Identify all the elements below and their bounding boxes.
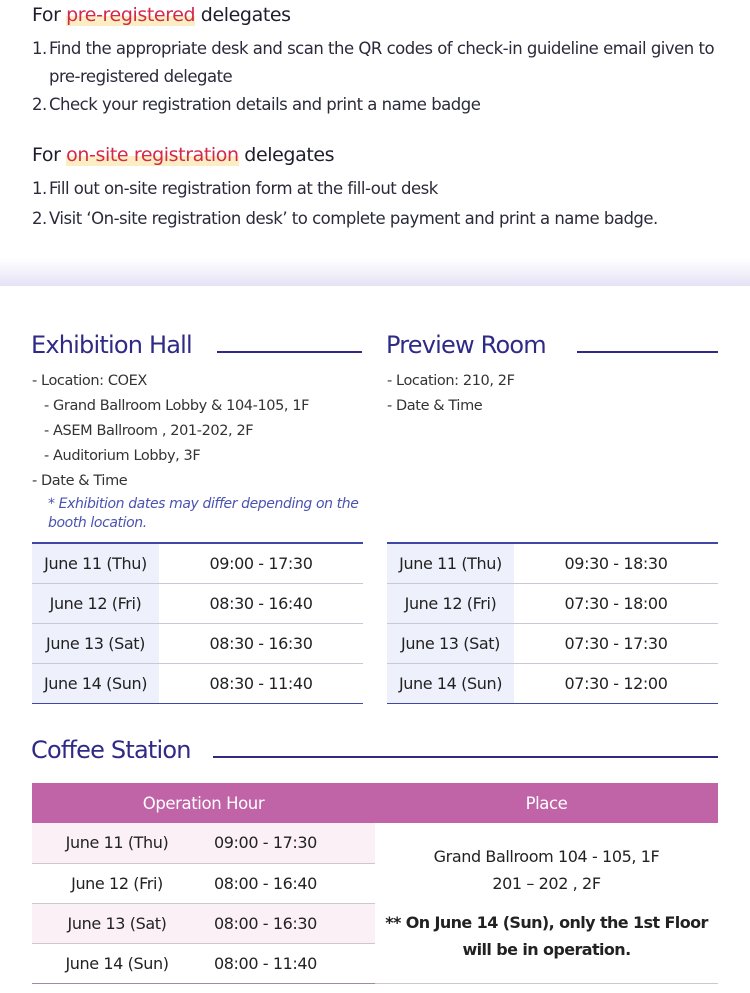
place-cell (375, 823, 718, 983)
coffee-station-rule (213, 756, 718, 758)
list-item: 1. Find the appropriate desk and scan the QR codes of check-in guideline email given to pre-registered delegate (32, 39, 715, 86)
preview-schedule-table (387, 542, 718, 704)
exhibition-datetime-label: - Date & Time (32, 473, 128, 489)
list-item: 2. Check your registration details and print a name badge (32, 95, 481, 114)
exhibition-hall-rule (217, 351, 362, 353)
schedule-day: June 14 (Sun) (32, 663, 159, 703)
schedule-day: June 12 (Fri) (32, 863, 202, 903)
schedule-time: 09:00 - 17:30 (159, 543, 363, 583)
schedule-time: 08:30 - 11:40 (159, 663, 363, 703)
exhibition-location-1: - Grand Ballroom Lobby & 104-105, 1F (44, 398, 310, 414)
place-note-line-2: will be in operation. (462, 939, 631, 959)
on-site-steps (32, 175, 732, 233)
schedule-day: June 14 (Sun) (32, 943, 202, 983)
exhibition-hall-title: Exhibition Hall (31, 331, 192, 359)
schedule-day: June 14 (Sun) (387, 663, 514, 703)
schedule-time: 07:30 - 18:00 (514, 583, 718, 623)
header-place: Place (375, 783, 718, 823)
table-row (387, 543, 718, 583)
table-header-row (32, 783, 718, 823)
schedule-day: June 11 (Thu) (387, 543, 514, 583)
exhibition-location-2: - ASEM Ballroom , 201-202, 2F (44, 423, 254, 439)
place-note (375, 909, 718, 963)
preview-info (387, 369, 717, 419)
list-item: 2. Visit ‘On-site registration desk’ to complete payment and print a name badge. (32, 209, 658, 228)
exhibition-schedule-table (32, 542, 363, 704)
schedule-day: June 12 (Fri) (32, 583, 159, 623)
schedule-time: 08:30 - 16:40 (159, 583, 363, 623)
schedule-time: 09:30 - 18:30 (514, 543, 718, 583)
table-row (32, 663, 363, 703)
schedule-day: June 11 (Thu) (32, 543, 159, 583)
pre-registered-section (32, 4, 732, 119)
place-line-2: 201 – 202 , 2F (492, 873, 601, 893)
exhibition-note: * Exhibition dates may differ depending on the booth location. (48, 496, 359, 531)
coffee-schedule-table (32, 783, 718, 984)
schedule-time: 08:00 - 16:40 (202, 863, 375, 903)
section-divider (0, 258, 750, 286)
on-site-highlight: on-site registration (66, 144, 239, 166)
place-line-1: Grand Ballroom 104 - 105, 1F (433, 846, 660, 866)
preview-datetime-label: - Date & Time (387, 398, 483, 414)
pre-registered-title: For pre-registered delegates (32, 4, 291, 26)
table-row (32, 543, 363, 583)
on-site-title: For on-site registration delegates (32, 144, 335, 166)
schedule-day: June 11 (Thu) (32, 823, 202, 863)
schedule-day: June 12 (Fri) (387, 583, 514, 623)
schedule-day: June 13 (Sat) (387, 623, 514, 663)
header-operation-hour: Operation Hour (32, 783, 375, 823)
pre-registered-highlight: pre-registered (66, 4, 196, 26)
preview-location-label: - Location: 210, 2F (387, 373, 515, 389)
preview-room-rule (577, 351, 718, 353)
schedule-time: 07:30 - 17:30 (514, 623, 718, 663)
schedule-time: 08:30 - 16:30 (159, 623, 363, 663)
schedule-day: June 13 (Sat) (32, 623, 159, 663)
list-item: 1. Fill out on-site registration form at the fill-out desk (32, 179, 438, 198)
on-site-section (32, 144, 732, 233)
exhibition-location-3: - Auditorium Lobby, 3F (44, 448, 201, 464)
pre-registered-steps (32, 35, 732, 119)
exhibition-location-label: - Location: COEX (32, 373, 147, 389)
table-row (32, 623, 363, 663)
place-note-line-1: ** On June 14 (Sun), only the 1st Floor (385, 912, 708, 932)
table-row (32, 583, 363, 623)
schedule-time: 08:00 - 16:30 (202, 903, 375, 943)
table-row (387, 663, 718, 703)
schedule-time: 08:00 - 11:40 (202, 943, 375, 983)
coffee-station-title: Coffee Station (31, 736, 191, 764)
schedule-time: 09:00 - 17:30 (202, 823, 375, 863)
table-row (387, 583, 718, 623)
table-row (387, 623, 718, 663)
schedule-day: June 13 (Sat) (32, 903, 202, 943)
exhibition-info (32, 369, 367, 533)
preview-room-title: Preview Room (386, 331, 546, 359)
schedule-time: 07:30 - 12:00 (514, 663, 718, 703)
table-row (32, 823, 718, 863)
